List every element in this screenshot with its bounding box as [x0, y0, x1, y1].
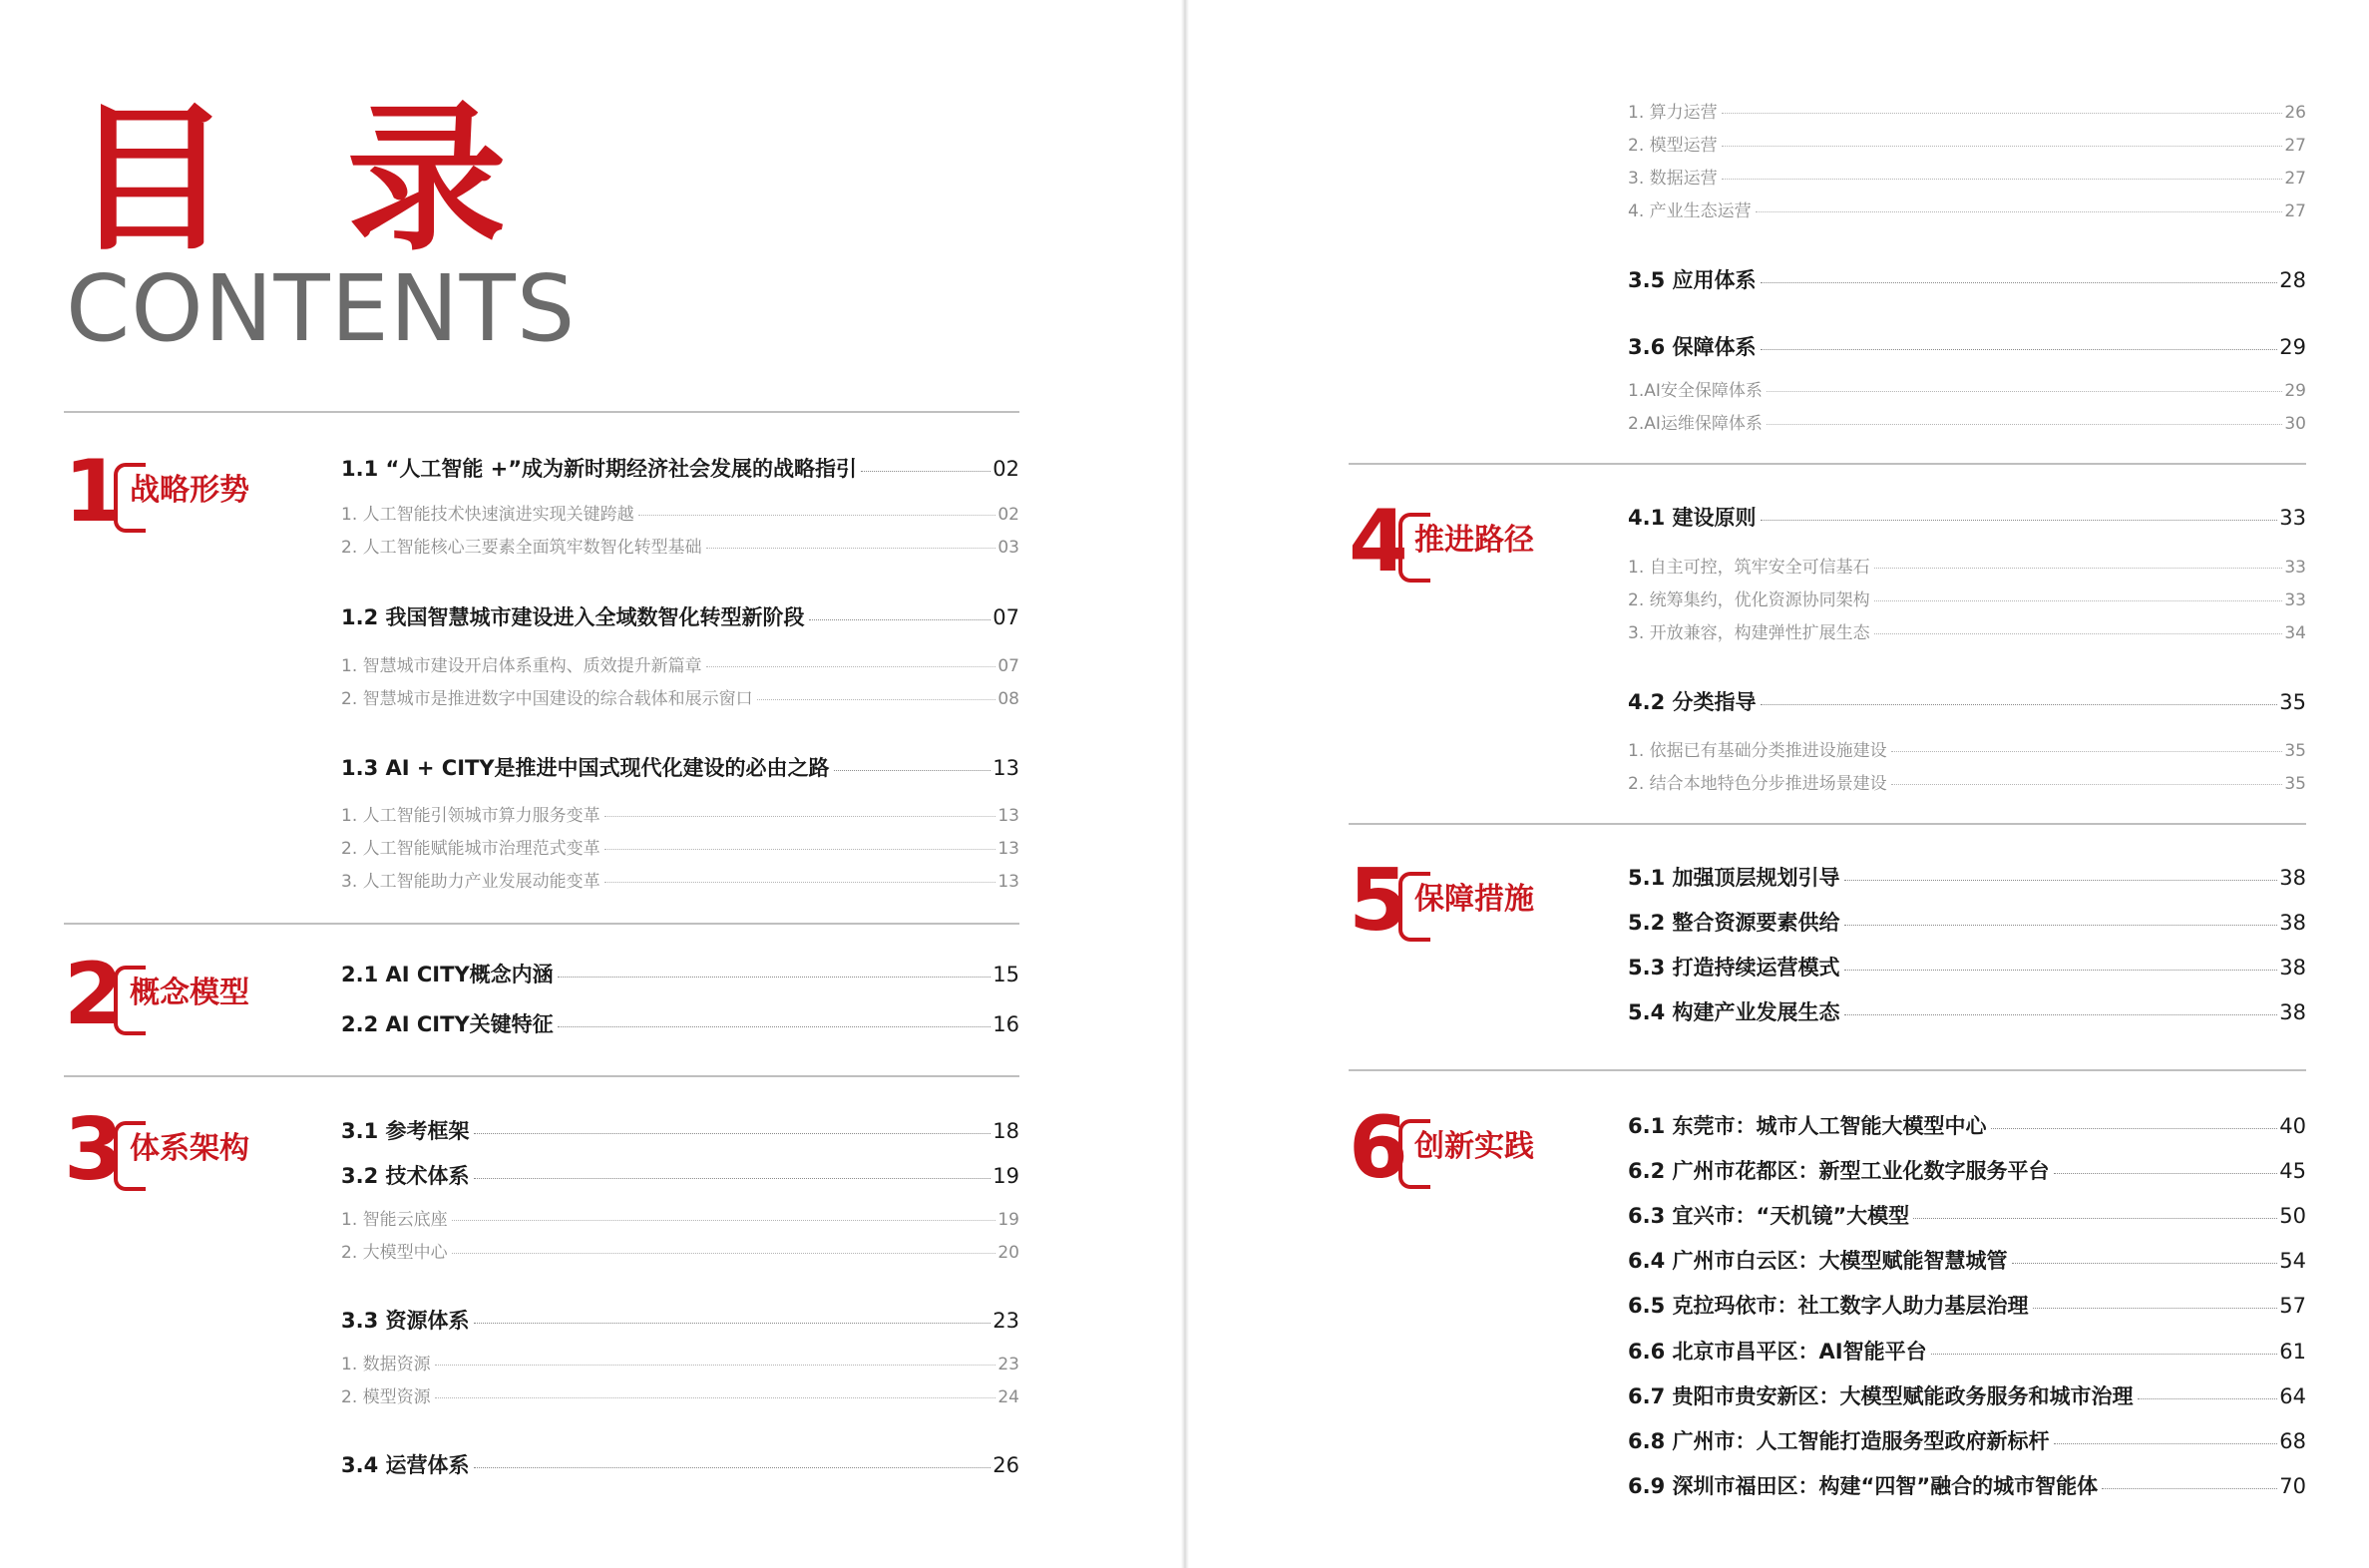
toc-entry-title: 1.3 AI + CITY是推进中国式现代化建设的必由之路	[341, 756, 830, 780]
chapter-5-number: 5	[1349, 851, 1408, 951]
toc-subentry-3-6-1[interactable]	[1628, 380, 2306, 402]
toc-subentry-page: 23	[997, 1355, 1019, 1374]
toc-entry-1-2[interactable]	[341, 603, 1019, 631]
dot-leader	[1891, 751, 2283, 752]
toc-subentry-title: 1.AI安全保障体系	[1628, 381, 1763, 401]
toc-entry-title: 6.6 北京市昌平区：AI智能平台	[1628, 1340, 1927, 1364]
dot-leader	[1931, 1354, 2278, 1355]
dot-leader	[558, 1026, 991, 1027]
chapter-1-number: 1	[64, 442, 124, 542]
toc-subentry-title: 2. 智慧城市是推进数字中国建设的综合载体和展示窗口	[341, 689, 753, 709]
toc-entry-3-3[interactable]	[341, 1307, 1019, 1335]
chapter-6-number: 6	[1349, 1098, 1408, 1198]
dot-leader	[1761, 520, 2278, 521]
dot-leader	[1874, 568, 2283, 569]
toc-subentry-title: 2. 模型资源	[341, 1387, 431, 1407]
toc-entry-page: 68	[2279, 1429, 2306, 1453]
toc-entry-title: 6.9 深圳市福田区：构建“四智”融合的城市智能体	[1628, 1474, 2099, 1498]
toc-subentry-page: 08	[997, 689, 1019, 709]
dot-leader	[1722, 113, 2283, 114]
dot-leader	[1756, 211, 2283, 212]
toc-entry-page: 07	[992, 605, 1019, 629]
dot-leader	[1722, 146, 2283, 147]
toc-entry-4-2[interactable]	[1628, 688, 2306, 716]
toc-subentry-title: 2. 结合本地特色分步推进场景建设	[1628, 774, 1887, 794]
dot-leader	[1874, 600, 2283, 601]
toc-entry-title: 3.6 保障体系	[1628, 335, 1757, 359]
toc-title-cn: 目 录	[72, 86, 537, 272]
toc-subentry-title: 3. 数据运营	[1628, 169, 1718, 189]
toc-subentry-title: 2. 人工智能核心三要素全面筑牢数智化转型基础	[341, 538, 702, 558]
toc-entry-1-3[interactable]	[341, 754, 1019, 782]
dot-leader	[2012, 1263, 2278, 1264]
section-divider	[1349, 823, 2306, 825]
toc-subentry-title: 1. 算力运营	[1628, 103, 1718, 123]
toc-subentry-page: 35	[2284, 774, 2306, 794]
toc-subentry-4-2-1[interactable]	[1628, 740, 2306, 762]
toc-entry-page: 02	[992, 457, 1019, 481]
toc-subentry-page: 27	[2284, 201, 2306, 221]
toc-subentry-title: 2. 人工智能赋能城市治理范式变革	[341, 839, 600, 859]
toc-subentry-page: 13	[997, 872, 1019, 892]
dot-leader	[834, 770, 991, 771]
dot-leader	[435, 1365, 996, 1366]
toc-entry-6-7[interactable]	[1628, 1382, 2306, 1410]
dot-leader	[706, 548, 996, 549]
chapter-3-label: 体系架构	[130, 1131, 249, 1166]
toc-subentry-1-3-2[interactable]	[341, 838, 1019, 860]
toc-entry-title: 6.2 广州市花都区：新型工业化数字服务平台	[1628, 1159, 2050, 1183]
chapter-2-label: 概念模型	[130, 976, 249, 1010]
toc-subentry-title: 1. 人工智能技术快速演进实现关键跨越	[341, 505, 634, 525]
dot-leader	[474, 1323, 991, 1324]
section-divider	[64, 923, 1019, 925]
section-divider	[64, 1075, 1019, 1077]
toc-subentry-page: 20	[997, 1243, 1019, 1263]
chapter-3-number: 3	[64, 1100, 124, 1200]
toc-entry-page: 29	[2279, 335, 2306, 359]
toc-entry-page: 33	[2279, 506, 2306, 530]
toc-subentry-3-3-1[interactable]	[341, 1354, 1019, 1375]
dot-leader	[1722, 179, 2283, 180]
toc-entry-title: 6.3 宜兴市：“天机镜”大模型	[1628, 1204, 1910, 1228]
toc-entry-page: 15	[992, 963, 1019, 986]
toc-subentry-3-2-2[interactable]	[341, 1242, 1019, 1264]
toc-subentry-3-4-3[interactable]	[1628, 168, 2306, 190]
toc-entry-page: 40	[2279, 1114, 2306, 1138]
dot-leader	[2054, 1173, 2278, 1174]
toc-entry-title: 5.1 加强顶层规划引导	[1628, 866, 1840, 890]
dot-leader	[1844, 880, 2278, 881]
toc-entry-title: 1.1 “人工智能 +”成为新时期经济社会发展的战略指引	[341, 457, 858, 481]
toc-subentry-4-2-2[interactable]	[1628, 773, 2306, 795]
toc-entry-page: 45	[2279, 1159, 2306, 1183]
dot-leader	[604, 816, 996, 817]
toc-entry-2-1[interactable]	[341, 961, 1019, 988]
chapter-1-label: 战略形势	[130, 473, 249, 508]
toc-entry-title: 6.5 克拉玛依市：社工数字人助力基层治理	[1628, 1294, 2029, 1318]
dot-leader	[1844, 1014, 2278, 1015]
dot-leader	[706, 666, 996, 667]
toc-entry-title: 6.1 东莞市：城市人工智能大模型中心	[1628, 1114, 1987, 1138]
toc-entry-page: 61	[2279, 1340, 2306, 1364]
toc-entry-title: 5.3 打造持续运营模式	[1628, 956, 1840, 980]
dot-leader	[1891, 784, 2283, 785]
toc-subentry-3-4-2[interactable]	[1628, 135, 2306, 157]
toc-title-en: CONTENTS	[66, 255, 577, 362]
toc-entry-page: 16	[992, 1012, 1019, 1036]
toc-subentry-page: 19	[997, 1210, 1019, 1230]
dot-leader	[1761, 704, 2278, 705]
dot-leader	[1913, 1218, 2277, 1219]
toc-entry-3-1[interactable]	[341, 1117, 1019, 1145]
section-divider	[64, 411, 1019, 413]
toc-subentry-4-1-1[interactable]	[1628, 557, 2306, 579]
toc-entry-title: 6.7 贵阳市贵安新区：大模型赋能政务服务和城市治理	[1628, 1384, 2134, 1408]
toc-entry-title: 4.2 分类指导	[1628, 690, 1757, 714]
toc-entry-6-4[interactable]	[1628, 1247, 2306, 1275]
toc-entry-5-1[interactable]	[1628, 864, 2306, 892]
toc-subentry-title: 1. 智慧城市建设开启体系重构、质效提升新篇章	[341, 656, 702, 676]
toc-entry-title: 2.1 AI CITY概念内涵	[341, 963, 554, 986]
dot-leader	[1767, 391, 2282, 392]
toc-entry-page: 70	[2279, 1474, 2306, 1498]
dot-leader	[1874, 633, 2283, 634]
toc-subentry-4-1-3[interactable]	[1628, 622, 2306, 644]
toc-subentry-title: 3. 人工智能助力产业发展动能变革	[341, 872, 600, 892]
toc-entry-title: 3.4 运营体系	[341, 1453, 470, 1477]
toc-subentry-4-1-2[interactable]	[1628, 589, 2306, 611]
dot-leader	[435, 1397, 996, 1398]
dot-leader	[1844, 925, 2278, 926]
dot-leader	[809, 619, 991, 620]
toc-subentry-3-4-1[interactable]	[1628, 102, 2306, 124]
toc-subentry-title: 2.AI运维保障体系	[1628, 414, 1763, 434]
toc-entry-page: 64	[2279, 1384, 2306, 1408]
toc-entry-page: 13	[992, 756, 1019, 780]
toc-entry-title: 1.2 我国智慧城市建设进入全域数智化转型新阶段	[341, 605, 805, 629]
section-divider	[1349, 463, 2306, 465]
toc-entry-title: 3.1 参考框架	[341, 1119, 470, 1143]
dot-leader	[638, 515, 996, 516]
toc-subentry-page: 03	[997, 538, 1019, 558]
right-page	[1185, 0, 2369, 1568]
chapter-4-number: 4	[1349, 492, 1408, 591]
toc-subentry-1-3-3[interactable]	[341, 871, 1019, 893]
toc-entry-title: 3.5 应用体系	[1628, 268, 1757, 292]
dot-leader	[861, 471, 990, 472]
toc-subentry-page: 07	[997, 656, 1019, 676]
toc-entry-title: 6.8 广州市：人工智能打造服务型政府新标杆	[1628, 1429, 2050, 1453]
dot-leader	[1844, 970, 2278, 971]
toc-subentry-title: 2. 模型运营	[1628, 136, 1718, 156]
toc-entry-title: 3.2 技术体系	[341, 1164, 470, 1188]
toc-entry-page: 35	[2279, 690, 2306, 714]
toc-entry-page: 57	[2279, 1294, 2306, 1318]
dot-leader	[1761, 282, 2278, 283]
toc-entry-6-1[interactable]	[1628, 1112, 2306, 1140]
toc-entry-4-1[interactable]	[1628, 504, 2306, 532]
toc-entry-title: 5.4 构建产业发展生态	[1628, 1000, 1840, 1024]
dot-leader	[757, 699, 996, 700]
toc-subentry-page: 13	[997, 839, 1019, 859]
toc-subentry-title: 1. 智能云底座	[341, 1210, 448, 1230]
toc-subentry-page: 35	[2284, 741, 2306, 761]
toc-subentry-title: 3. 开放兼容，构建弹性扩展生态	[1628, 623, 1870, 643]
toc-subentry-3-2-1[interactable]	[341, 1209, 1019, 1231]
dot-leader	[474, 1133, 991, 1134]
toc-entry-6-8[interactable]	[1628, 1427, 2306, 1455]
toc-entry-2-2[interactable]	[341, 1010, 1019, 1038]
toc-entry-6-3[interactable]	[1628, 1202, 2306, 1230]
dot-leader	[452, 1220, 996, 1221]
toc-entry-6-9[interactable]	[1628, 1472, 2306, 1500]
toc-subentry-page: 26	[2284, 103, 2306, 123]
dot-leader	[1991, 1128, 2278, 1129]
toc-entry-page: 28	[2279, 268, 2306, 292]
toc-subentry-title: 1. 人工智能引领城市算力服务变革	[341, 806, 600, 826]
toc-subentry-1-2-1[interactable]	[341, 655, 1019, 677]
toc-entry-page: 38	[2279, 956, 2306, 980]
toc-entry-3-5[interactable]	[1628, 266, 2306, 294]
dot-leader	[474, 1467, 991, 1468]
dot-leader	[1767, 424, 2282, 425]
toc-subentry-title: 1. 数据资源	[341, 1355, 431, 1374]
toc-entry-6-2[interactable]	[1628, 1157, 2306, 1185]
toc-subentry-page: 24	[997, 1387, 1019, 1407]
toc-subentry-title: 4. 产业生态运营	[1628, 201, 1752, 221]
toc-entry-1-1[interactable]	[341, 455, 1019, 483]
toc-subentry-page: 33	[2284, 590, 2306, 610]
toc-entry-page: 54	[2279, 1249, 2306, 1273]
dot-leader	[558, 977, 991, 978]
toc-entry-title: 2.2 AI CITY关键特征	[341, 1012, 554, 1036]
toc-entry-3-4[interactable]	[341, 1451, 1019, 1479]
toc-subentry-3-6-2[interactable]	[1628, 413, 2306, 435]
dot-leader	[1761, 349, 2278, 350]
toc-entry-3-2[interactable]	[341, 1162, 1019, 1190]
toc-entry-page: 38	[2279, 866, 2306, 890]
toc-entry-5-4[interactable]	[1628, 998, 2306, 1026]
chapter-6-label: 创新实践	[1414, 1129, 1534, 1164]
toc-entry-page: 38	[2279, 1000, 2306, 1024]
toc-entry-6-5[interactable]	[1628, 1292, 2306, 1320]
toc-entry-page: 50	[2279, 1204, 2306, 1228]
toc-entry-title: 4.1 建设原则	[1628, 506, 1757, 530]
toc-subentry-page: 30	[2284, 414, 2306, 434]
toc-subentry-page: 27	[2284, 136, 2306, 156]
dot-leader	[2054, 1443, 2278, 1444]
toc-entry-3-6[interactable]	[1628, 333, 2306, 361]
toc-entry-page: 23	[992, 1309, 1019, 1333]
toc-entry-5-3[interactable]	[1628, 954, 2306, 981]
dot-leader	[2033, 1308, 2278, 1309]
chapter-4-label: 推进路径	[1414, 523, 1534, 558]
toc-subentry-page: 02	[997, 505, 1019, 525]
chapter-5-label: 保障措施	[1414, 882, 1534, 917]
toc-subentry-page: 27	[2284, 169, 2306, 189]
toc-entry-title: 6.4 广州市白云区：大模型赋能智慧城管	[1628, 1249, 2008, 1273]
toc-entry-page: 19	[992, 1164, 1019, 1188]
toc-subentry-title: 1. 依据已有基础分类推进设施建设	[1628, 741, 1887, 761]
toc-subentry-page: 13	[997, 806, 1019, 826]
toc-entry-6-6[interactable]	[1628, 1338, 2306, 1366]
dot-leader	[452, 1253, 996, 1254]
dot-leader	[2102, 1488, 2277, 1489]
toc-subentry-1-1-2[interactable]	[341, 537, 1019, 559]
toc-subentry-3-4-4[interactable]	[1628, 200, 2306, 222]
toc-entry-page: 38	[2279, 911, 2306, 935]
toc-entry-page: 18	[992, 1119, 1019, 1143]
toc-subentry-title: 2. 大模型中心	[341, 1243, 448, 1263]
toc-subentry-page: 29	[2284, 381, 2306, 401]
toc-subentry-title: 1. 自主可控，筑牢安全可信基石	[1628, 558, 1870, 578]
dot-leader	[474, 1178, 991, 1179]
toc-subentry-page: 34	[2284, 623, 2306, 643]
toc-entry-page: 26	[992, 1453, 1019, 1477]
toc-subentry-1-2-2[interactable]	[341, 688, 1019, 710]
dot-leader	[604, 882, 996, 883]
toc-subentry-3-3-2[interactable]	[341, 1386, 1019, 1408]
toc-subentry-title: 2. 统筹集约，优化资源协同架构	[1628, 590, 1870, 610]
toc-entry-title: 5.2 整合资源要素供给	[1628, 911, 1840, 935]
toc-subentry-1-3-1[interactable]	[341, 805, 1019, 827]
dot-leader	[2138, 1398, 2278, 1399]
dot-leader	[604, 849, 996, 850]
toc-subentry-1-1-1[interactable]	[341, 504, 1019, 526]
toc-subentry-page: 33	[2284, 558, 2306, 578]
chapter-2-number: 2	[64, 945, 124, 1044]
toc-entry-5-2[interactable]	[1628, 909, 2306, 937]
toc-entry-title: 3.3 资源体系	[341, 1309, 470, 1333]
section-divider	[1349, 1069, 2306, 1071]
